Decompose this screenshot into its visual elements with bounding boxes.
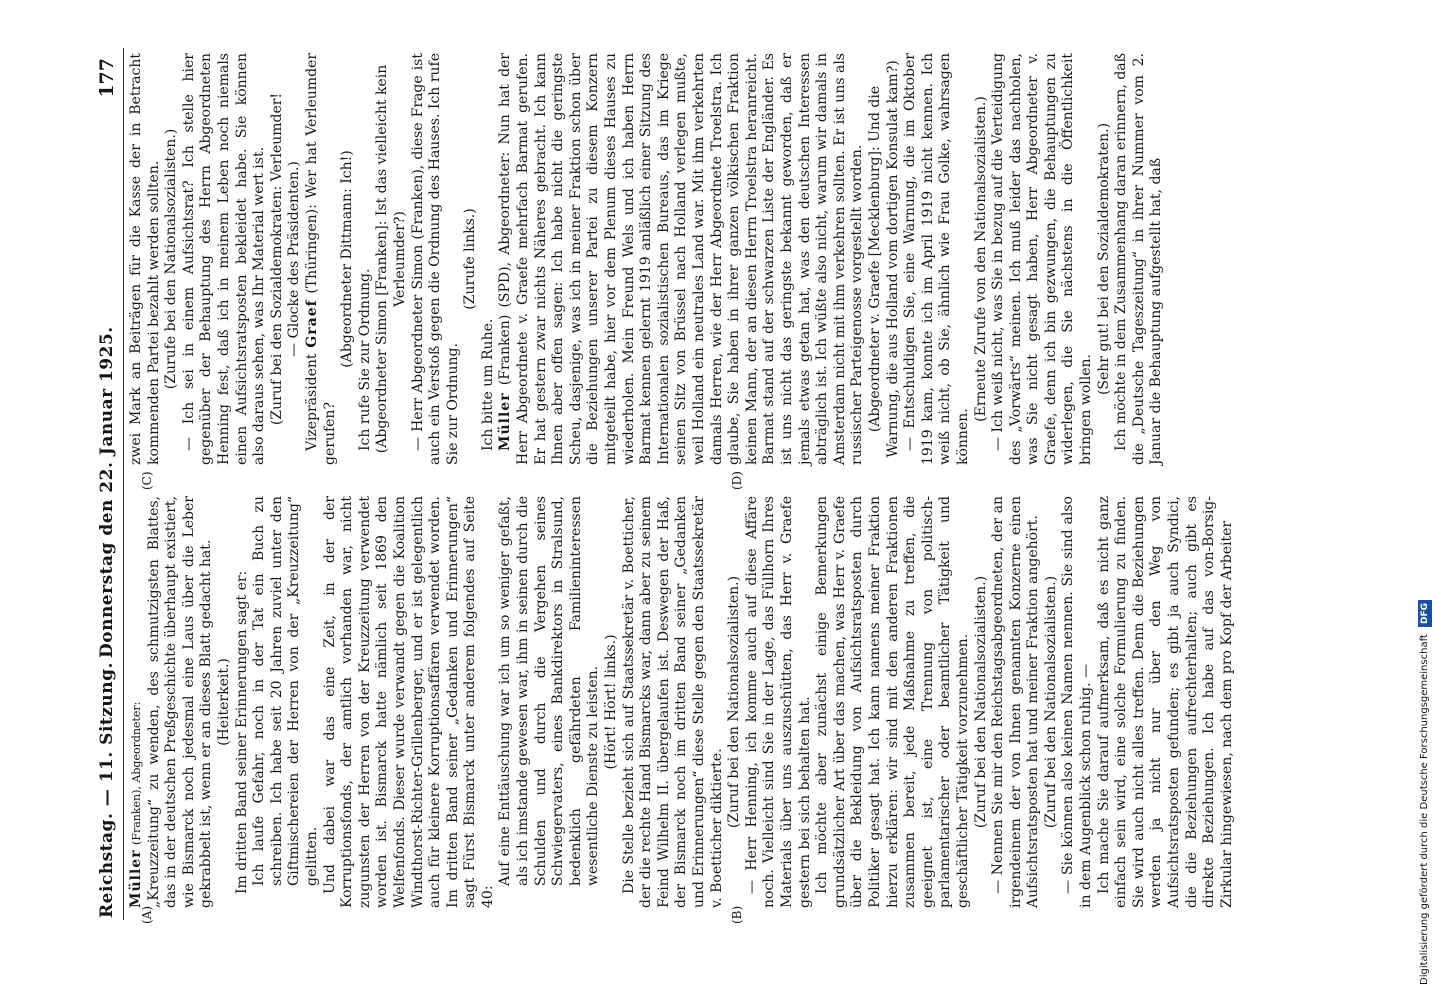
digitization-credit [1418,5,1434,985]
paragraph: Die Stelle bezieht sich auf Staatssekretär v. Boetticher, der die rechte Hand Bismarcks war, dann aber zu seinem Feind Wilhelm II. übergelaufen ist. Deswegen der Haß, der Bismarck noch im dritten Band seiner „Gedanken und Erinnerungen“ diese Stelle gegen den Staatssekretär v. Boetticher diktierte. [620,496,725,908]
quotation: Ich laufe Gefahr, noch in der Tat ein Buch zu schreiben. Ich habe seit 20 Jahren zuviel unter den Giftmischereien der Herren von der „Kreuzzeitung“ gelitten. [251,496,320,886]
margin-mark-c: (C) [140,471,154,490]
header-left: Reichstag. — 11. Sitzung. [97,662,117,918]
speaker-text: (Franken) (SPD), Abgeordneter: Nun hat der Herr Abgeordnete v. Graefe mehrfach Barmat gerufen. Er hat gestern zwar nichts Näheres gebracht. Ich kann Ihnen aber offen sagen: Ich habe nicht die geringste Scheu, dasjenige, was ich in meiner Fraktion schon über die Beziehungen unserer Partei zu diesem Konzern mitgeteilt habe, hier vor dem Plenum dieses Hauses zu wiederholen. Mein Freund Wels und ich haben Herrn Barmat kennen gelernt 1919 anläßlich einer Sitzung des Internationalen sozialistischen Bureaus, das im Kriege seinen Sitz von Brüssel nach Holland verlegen mußte, weil Holland ein neutrales Land war. Mit ihm verkehrten damals Herren, wie der Herr Abgeordnete Troelstra. Ich glaube, Sie haben in ihrer ganzen völkischen Fraktion keinen Mann, der an diesen Herrn Troelstra heranreicht. Barmat stand auf der schwarzen Liste der Engländer. Es ist uns nicht das geringste bekannt geworden, daß er jemals etwas getan hat, was den deutschen Interessen abträglich ist. Ich wüßte also nicht, warum wir damals in Amsterdam nicht mit ihm verkehren sollten. Er ist uns als russischer Parteigenosse vorgestellt worden. [497,52,866,465]
speaker-text: (Thüringen): Wer hat Verleumder gerufen? [303,52,338,465]
interjection: (Zuruf bei den Nationalsozialisten.) [726,575,743,829]
paragraph: Ich rufe Sie zur Ordnung. [356,268,373,451]
paragraph: Im dritten Band seiner Erinnerungen sagt er: [233,570,250,894]
paragraph: Ich mache Sie darauf aufmerksam, daß es nicht ganz einfach sein wird, eine solche Formulierung zu finden. Sie wird auch nicht alles treffen. Denn die Beziehungen werden ja nicht nur über den Weg von Aufsichtsratsposten gefunden; es gibt ja auch Syndici, die die Beziehungen aufrechterhalten; auch gibt es direkte Beziehungen. Ich habe auf das von-Borsig-Zirkular hingewiesen, nach dem pro Kopf der Arbeiter [1095,496,1235,908]
left-column [128,496,1235,908]
speaker-paragraph [304,53,339,465]
speaker-name: Graef [303,299,320,348]
quotation: Auf eine Enttäuschung war ich um so weniger gefaßt, als ich imstande gewesen war, ihm in seinen durch die Schulden und durch die Vergehen seines Schwiegervaters, eines Bankdirektors in Stralsund, bedenklich gefährdeten Familieninteressen wesentliche Dienste zu leisten. [497,496,602,886]
paragraph: — Ich weiß nicht, was Sie in bezug auf die Verteidigung des „Vorwärts“ meinen. Ich muß leider das nachholen, was Sie nicht gesagt haben, Herr Abgeordneter v. Graefe, denn ich bin gezwungen, die Behauptungen zu widerlegen, die Sie nächstens in die Öffentlichkeit bringen wollen. [990,53,1095,465]
paragraph: — Herr Abgeordneter Simon (Franken), diese Frage ist auch ein Verstoß gegen die Ordnung des Hauses. Ich rufe Sie zur Ordnung. [409,53,461,465]
right-column [128,52,1165,465]
paragraph: — Entschuldigen Sie, eine Warnung, die im Oktober 1919 kam, konnte ich im April 1919 nicht kennen. Ich weiß nicht, ob Sie, ähnlich wie Frau Golke, wahrsagen können. [902,53,971,465]
interjection: (Heiterkeit.) [215,658,232,746]
interjection: (Abgeordneter v. Graefe [Mecklenburg]: Und die Warnung, die aus Holland vom dortigen Konsulat kam?) [866,60,901,458]
margin-mark-a: (A) [140,905,154,924]
credit-text: Digitalisierung gefördert durch die Deutsche Forschungsgemeinschaft [1419,634,1430,985]
paragraph: zwei Mark an Beiträgen für die Kasse der in Betracht kommenden Partei bezahlt werden sollten. [128,53,162,465]
paragraph: „Kreuzzeitung“ zu wenden, des schmutzigsten Blattes, das in der deutschen Preßgeschichte überhaupt existiert, wie Bismarck noch jedesmal eine Laus über die Leber gekrabbelt ist, wenn er an dieses Blatt gedacht hat. [145,496,215,908]
interjection: (Erneute Zurufe von den Nationalsozialisten.) [972,96,989,422]
paragraph: — Nennen Sie mir den Reichstagsabgeordneten, der an irgendeinem der von Ihnen genannten Konzerne einen Aufsichtsratsposten hat und meiner Fraktion angehört. [990,496,1042,908]
interjection: (Abgeordneter Dittmann: Ich!) [339,150,356,368]
interjection: (Zurufe bei den Nationalsozialisten.) [163,128,180,390]
paragraph: Ich bitte um Ruhe. [479,318,496,451]
speaker-name: Müller [128,849,144,908]
speaker-name: Müller [497,392,514,451]
page-header [96,58,120,918]
paragraph: Ich möchte aber zunächst einige Bemerkungen grundsätzlicher Art über das machen, was Herr v. Graefe über die Bekleidung von Aufsichtsratsposten durch Politiker gesagt hat. Ich kann namens meiner Fraktion hierzu erklären: wir sind mit den anderen Fraktionen zusammen bereit, jede Maßnahme zu treffen, die geeignet ist, eine Trennung von politisch-parlamentarischer oder beamtlicher Tätigkeit und geschäftlicher Tätigkeit vorzunehmen. [814,496,971,908]
margin-mark-d: (D) [730,471,744,490]
paragraph: — Herr Henning, ich komme auch auf diese Affäre noch. Vielleicht sind Sie in der Lage, das Füllhorn Ihres Materials über uns auszuschütten, das Herr v. Graefe gestern bei sich behalten hat. [743,496,813,908]
header-date: Donnerstag den 22. Januar 1925. [97,326,117,658]
interjection: (Zuruf bei den Sozialdemokraten: Verleumder! [268,92,285,426]
margin-mark-b: (B) [730,905,744,924]
speaker-note: (Franken), Abgeordneter: [130,701,143,845]
interjection: (Zurufe links.) [462,208,479,310]
interjection: (Sehr gut! bei den Sozialdemokraten.) [1095,122,1112,396]
speaker-role: Vizepräsident [303,353,320,451]
paragraph: Ich möchte in dem Zusammenhang daran erinnern, daß die „Deutsche Tageszeitung“ in ihrer Nummer vom 2. Januar die Behauptung aufgestellt hat, daß [1113,53,1165,465]
paragraph: — Sie können also keinen Namen nennen. Sie sind also in dem Augenblick schon ruhig. — [1060,496,1095,908]
dfg-logo: DFG [1418,600,1432,627]
interjection: — Glocke des Präsidenten.) [286,161,303,357]
interjection: (Abgeordneter Simon [Franken]: Ist das vielleicht kein Verleumder?) [374,64,408,454]
interjection: (Zuruf bei den Nationalsozialisten.) [1042,575,1059,829]
header-rule [123,48,124,920]
page-number: 177 [96,58,118,98]
speaker-paragraph [497,53,866,465]
paragraph: Und dabei war das eine Zeit, in der der Korruptionsfonds, der amtlich vorhanden war, nicht zugunsten der Herren von der Kreuzzeitung verwendet worden ist. Bismarck hatte nämlich seit 1869 den Welfenfonds. Dieser wurde verwandt gegen die Koalition Windthorst-Richter-Grillenberger, und er ist gelegentlich auch für kleinere Korruptionsaffären verwendet worden. Im dritten Band seiner „Gedanken und Erinnerungen“ sagt Fürst Bismarck unter anderem folgendes auf Seite 40: [321,496,496,908]
paragraph: — Ich sei in einem Aufsichtsrat? Ich stelle hier gegenüber der Behauptung des Herrn Abgeordneten Henning fest, daß ich in meinem Leben noch niemals einen Aufsichtsratsposten bekleidet habe. Sie können also daraus sehen, was Ihr Material wert ist. [180,53,268,465]
left-speaker-line [128,496,146,908]
interjection: (Zuruf bei den Nationalsozialisten.) [972,575,989,829]
interjection: (Hört! Hört! links.) [603,634,620,770]
